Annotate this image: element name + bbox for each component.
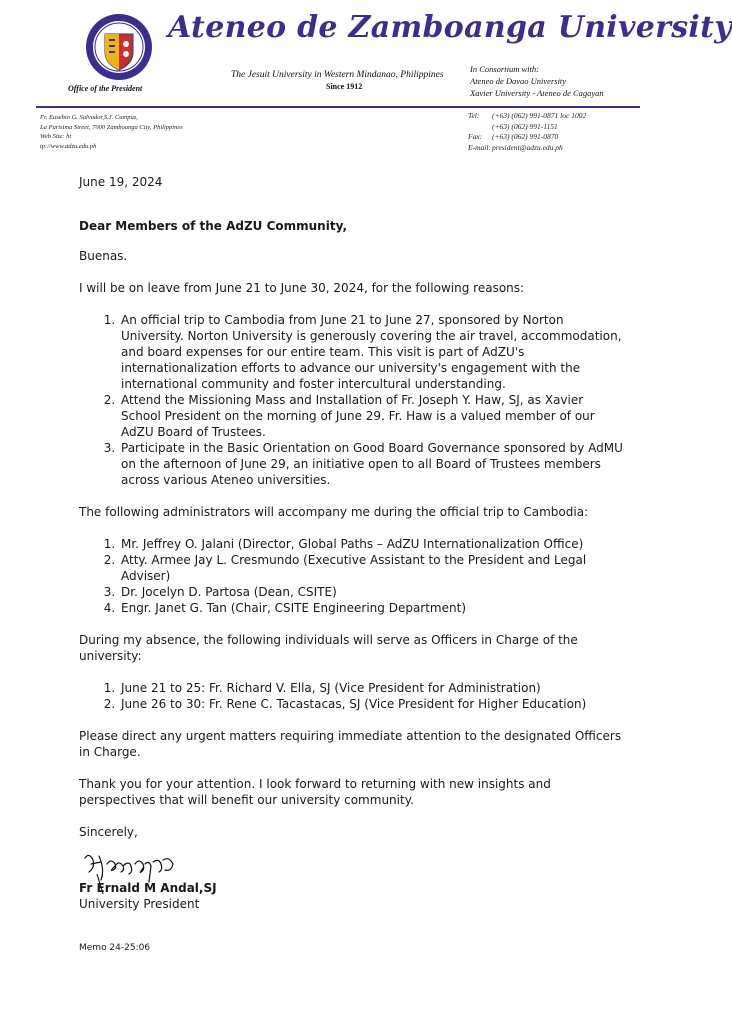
contact-block bbox=[468, 111, 586, 153]
list-item: 3. Dr. Jocelyn D. Partosa (Dean, CSITE) bbox=[119, 584, 624, 600]
letter-body bbox=[79, 168, 624, 866]
direct-paragraph: Please direct any urgent matters requiring immediate attention to the designated Officers in Charge. bbox=[79, 729, 622, 759]
closing: Sincerely, bbox=[79, 825, 138, 839]
greeting: Buenas. bbox=[79, 249, 128, 263]
contact-value: president@adzu.edu.ph bbox=[492, 142, 563, 152]
admins-intro: The following administrators will accompany me during the official trip to Cambodia: bbox=[79, 505, 589, 519]
signature-block bbox=[79, 850, 339, 920]
consortium-line: Xavier University - Ateneo de Cagayan bbox=[470, 88, 604, 98]
contact-label bbox=[468, 122, 492, 133]
list-item: 1. An official trip to Cambodia from June 21 to June 27, sponsored by Norton University. Norton University is generously covering the air travel, accommodation, and board expenses for our entire team. This visit is part of AdZU's internationalization efforts to advance our university's engagement with the international community and foster intercultural understanding. bbox=[119, 312, 624, 392]
contact-row bbox=[468, 122, 586, 133]
list-item: 3. Participate in the Basic Orientation on Good Board Governance sponsored by AdMU on the afternoon of June 29, an initiative open to all Board of Trustees members across various Ateneo universities. bbox=[119, 440, 624, 488]
list-item: 1. June 21 to 25: Fr. Richard V. Ella, SJ (Vice President for Administration) bbox=[119, 680, 624, 696]
consortium-block bbox=[470, 63, 604, 99]
address-line: La Purisima Street, 7000 Zamboanga City, Philippines bbox=[40, 123, 183, 131]
oic-list bbox=[79, 680, 624, 712]
memo-number: Memo 24-25:06 bbox=[79, 943, 151, 953]
contact-label: Fax: bbox=[468, 132, 483, 141]
reasons-list bbox=[79, 312, 624, 488]
address-line: tp://www.adzu.edu.ph bbox=[40, 142, 97, 150]
contact-row bbox=[468, 132, 586, 143]
list-item: 2. Attend the Missioning Mass and Installation of Fr. Joseph Y. Haw, SJ, as Xavier School President on the morning of June 29. Fr. Haw is a valued member of our AdZU Board of Trustees. bbox=[119, 392, 624, 440]
since-year: Since 1912 bbox=[326, 82, 363, 91]
office-label: Office of the President bbox=[68, 84, 143, 93]
list-item: 2. Atty. Armee Jay L. Cresmundo (Executive Assistant to the President and Legal Adviser) bbox=[119, 552, 624, 584]
address-line: Web Site: ht bbox=[40, 133, 72, 140]
contact-value: (+63) (062) 991-1151 bbox=[492, 121, 558, 131]
contact-value: (+63) (062) 991-0870 bbox=[492, 132, 559, 141]
oic-intro: During my absence, the following individuals will serve as Officers in Charge of the university: bbox=[79, 633, 578, 663]
signer-title: University President bbox=[79, 897, 200, 911]
university-name: Ateneo de Zamboanga University bbox=[168, 10, 732, 45]
contact-row bbox=[468, 143, 586, 154]
signer-name: Fr Ernald M Andal,SJ bbox=[79, 881, 217, 895]
contact-row bbox=[468, 111, 586, 122]
list-item: 1. Mr. Jeffrey O. Jalani (Director, Global Paths – AdZU Internationalization Office) bbox=[119, 536, 624, 552]
header-divider bbox=[36, 106, 640, 108]
consortium-line: Ateneo de Davao University bbox=[470, 76, 567, 86]
letter-date: June 19, 2024 bbox=[79, 175, 163, 189]
thanks-paragraph: Thank you for your attention. I look forward to returning with new insights and perspectives that will benefit our university community. bbox=[79, 777, 551, 807]
consortium-line: In Consortium with: bbox=[470, 64, 539, 74]
contact-value: (+63) (062) 991-0871 loc 1002 bbox=[492, 111, 587, 120]
address-line: Fr. Eusebio G. Salvador,S.J. Campus, bbox=[40, 114, 138, 121]
admins-list bbox=[79, 536, 624, 616]
list-item: 4. Engr. Janet G. Tan (Chair, CSITE Engineering Department) bbox=[119, 600, 624, 616]
intro-paragraph: I will be on leave from June 21 to June 30, 2024, for the following reasons: bbox=[79, 281, 525, 295]
university-seal-logo bbox=[79, 12, 159, 82]
list-item: 2. June 26 to 30: Fr. Rene C. Tacastacas, SJ (Vice President for Higher Education) bbox=[119, 696, 624, 712]
salutation: Dear Members of the AdZU Community, bbox=[79, 219, 348, 233]
address-block bbox=[40, 113, 183, 151]
contact-label: E-mail: bbox=[468, 142, 491, 152]
tagline: The Jesuit University in Western Mindanao, Philippines bbox=[231, 70, 444, 80]
contact-label: Tel: bbox=[468, 111, 480, 120]
